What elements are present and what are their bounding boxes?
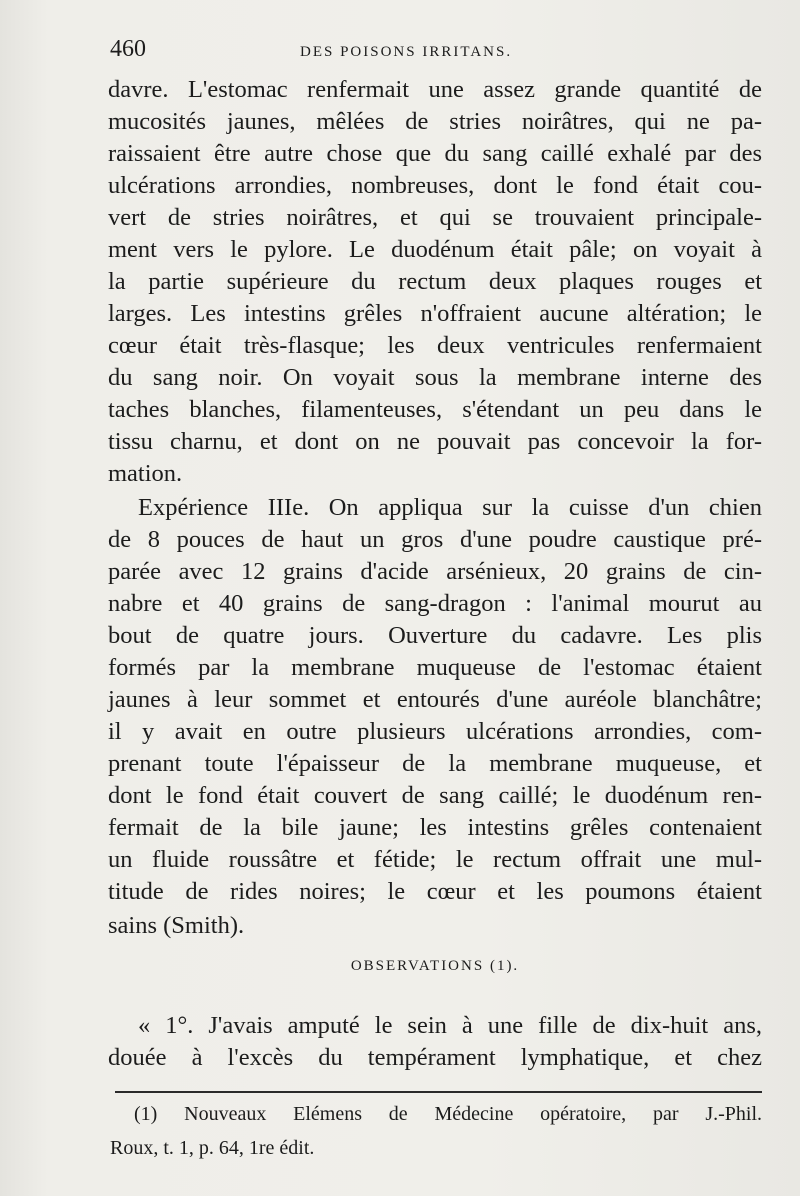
text-line: il y avait en outre plusieurs ulcérations arrondies, com-: [108, 718, 762, 745]
text-line: taches blanches, filamenteuses, s'étendant un peu dans le: [108, 396, 762, 423]
text-line: un fluide roussâtre et fétide; le rectum offrait une mul-: [108, 846, 762, 873]
text-line: sains (Smith).: [108, 912, 245, 939]
text-line: douée à l'excès du tempérament lymphatique, et chez: [108, 1044, 762, 1071]
text-line: larges. Les intestins grêles n'offraient aucune altération; le: [108, 300, 762, 327]
text-line: fermait de la bile jaune; les intestins grêles contenaient: [108, 814, 762, 841]
text-line: jaunes à leur sommet et entourés d'une auréole blanchâtre;: [108, 686, 762, 713]
text-line: prenant toute l'épaisseur de la membrane muqueuse, et: [108, 750, 762, 777]
text-line: ulcérations arrondies, nombreuses, dont le fond était cou-: [108, 172, 762, 199]
text-line: dont le fond était couvert de sang caillé; le duodénum ren-: [108, 782, 762, 809]
text-line: formés par la membrane muqueuse de l'estomac étaient: [108, 654, 762, 681]
page-number: 460: [110, 36, 146, 62]
footnote-rule: [115, 1091, 762, 1093]
text-line: tissu charnu, et dont on ne pouvait pas concevoir la for-: [108, 428, 762, 455]
text-line: du sang noir. On voyait sous la membrane interne des: [108, 364, 762, 391]
text-line: mation.: [108, 460, 183, 487]
footnote-line: (1) Nouveaux Elémens de Médecine opératoire, par J.-Phil.: [134, 1103, 762, 1125]
text-line: davre. L'estomac renfermait une assez grande quantité de: [108, 76, 762, 103]
text-line: la partie supérieure du rectum deux plaques rouges et: [108, 268, 762, 295]
page-header: [110, 36, 762, 72]
text-line: titude de rides noires; le cœur et les poumons étaient: [108, 878, 762, 905]
text-line: raissaient être autre chose que du sang caillé exhalé par des: [108, 140, 762, 167]
footnote-line: Roux, t. 1, p. 64, 1re édit.: [110, 1137, 315, 1159]
text-line: bout de quatre jours. Ouverture du cadavre. Les plis: [108, 622, 762, 649]
text-line: parée avec 12 grains d'acide arsénieux, 20 grains de cin-: [108, 558, 762, 585]
text-line: de 8 pouces de haut un gros d'une poudre caustique pré-: [108, 526, 762, 553]
text-line: ment vers le pylore. Le duodénum était pâle; on voyait à: [108, 236, 762, 263]
text-line: « 1°. J'avais amputé le sein à une fille de dix-huit ans,: [138, 1012, 762, 1039]
text-line: vert de stries noirâtres, et qui se trouvaient principale-: [108, 204, 762, 231]
text-line: nabre et 40 grains de sang-dragon : l'animal mourut au: [108, 590, 762, 617]
text-line: mucosités jaunes, mêlées de stries noirâtres, qui ne pa-: [108, 108, 762, 135]
running-head: DES POISONS IRRITANS.: [300, 44, 513, 60]
text-line: Expérience IIIe. On appliqua sur la cuisse d'un chien: [138, 494, 762, 521]
section-heading: OBSERVATIONS (1).: [350, 958, 520, 974]
text-line: cœur était très-flasque; les deux ventricules renfermaient: [108, 332, 762, 359]
